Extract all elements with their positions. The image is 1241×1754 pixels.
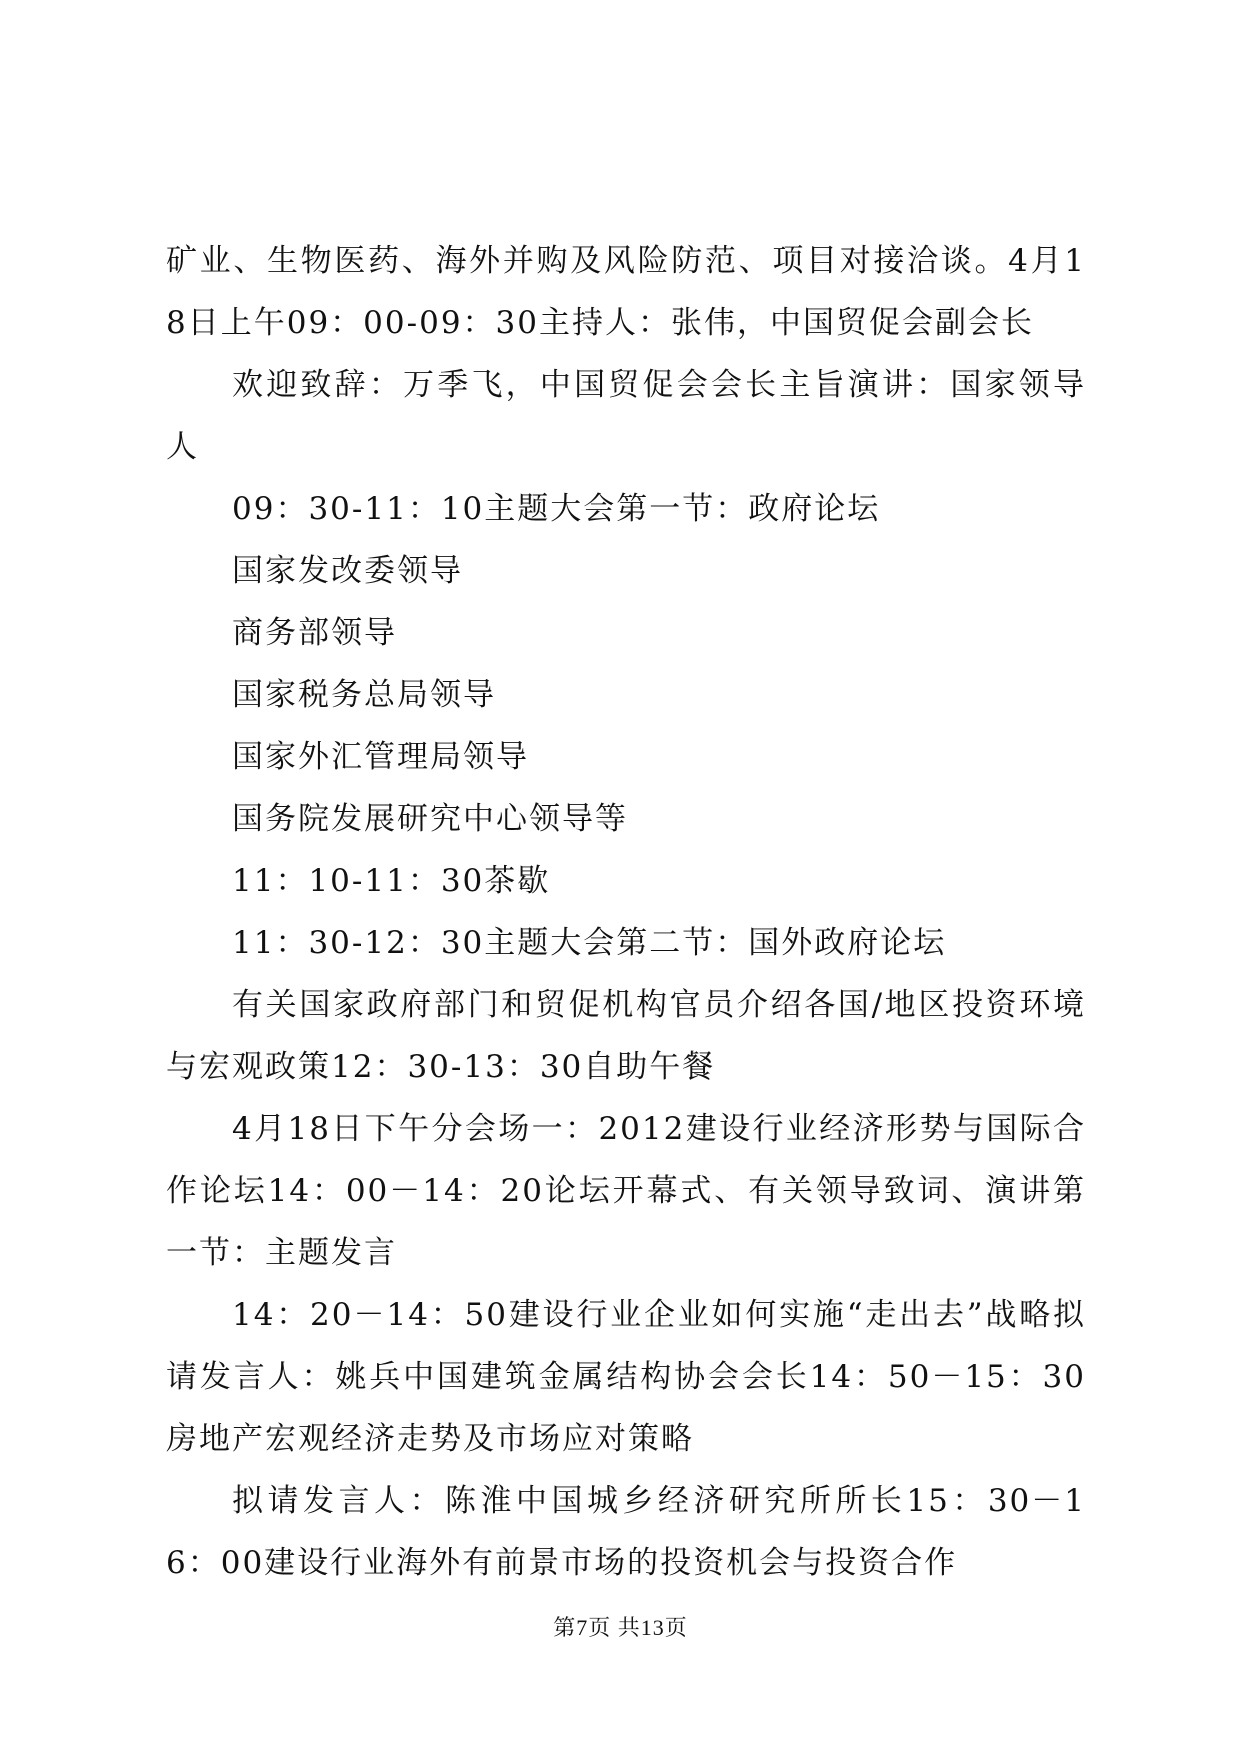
- paragraph-overseas-market: 拟请发言人：陈淮中国城乡经济研究所所长15：30－16：00建设行业海外有前景市场的投资机会与投资合作: [166, 1483, 1086, 1581]
- paragraph-tea-break: 11：10-11：30茶歇: [232, 863, 551, 899]
- paragraph-speaker-mofcom: 商务部领导: [232, 615, 397, 651]
- paragraph-speaker-forex: 国家外汇管理局领导: [232, 739, 529, 775]
- page-number-footer: 第7页 共13页: [553, 1615, 688, 1640]
- paragraph-welcome-speech: 欢迎致辞：万季飞，中国贸促会会长主旨演讲：国家领导人: [166, 367, 1086, 465]
- paragraph-foreign-officials: 有关国家政府部门和贸促机构官员介绍各国/地区投资环境与宏观政策12：30-13：30自助午餐: [166, 987, 1086, 1085]
- paragraph-session-one: 09：30-11：10主题大会第一节：政府论坛: [232, 491, 881, 527]
- paragraph-speaker-drc: 国务院发展研究中心领导等: [232, 801, 628, 837]
- paragraph-speaker-ndrc: 国家发改委领导: [232, 553, 463, 589]
- paragraph-continued: 矿业、生物医药、海外并购及风险防范、项目对接洽谈。4月18日上午09：00-09：30主持人：张伟，中国贸促会副会长: [166, 243, 1086, 341]
- paragraph-speaker-tax: 国家税务总局领导: [232, 677, 496, 713]
- document-body: [166, 230, 1086, 1594]
- paragraph-session-two: 11：30-12：30主题大会第二节：国外政府论坛: [232, 925, 947, 961]
- paragraph-sub-venue-one: 4月18日下午分会场一：2012建设行业经济形势与国际合作论坛14：00－14：20论坛开幕式、有关领导致词、演讲第一节：主题发言: [166, 1111, 1086, 1271]
- paragraph-going-global: 14：20－14：50建设行业企业如何实施“走出去”战略拟请发言人：姚兵中国建筑金属结构协会会长14：50－15：30房地产宏观经济走势及市场应对策略: [166, 1297, 1086, 1457]
